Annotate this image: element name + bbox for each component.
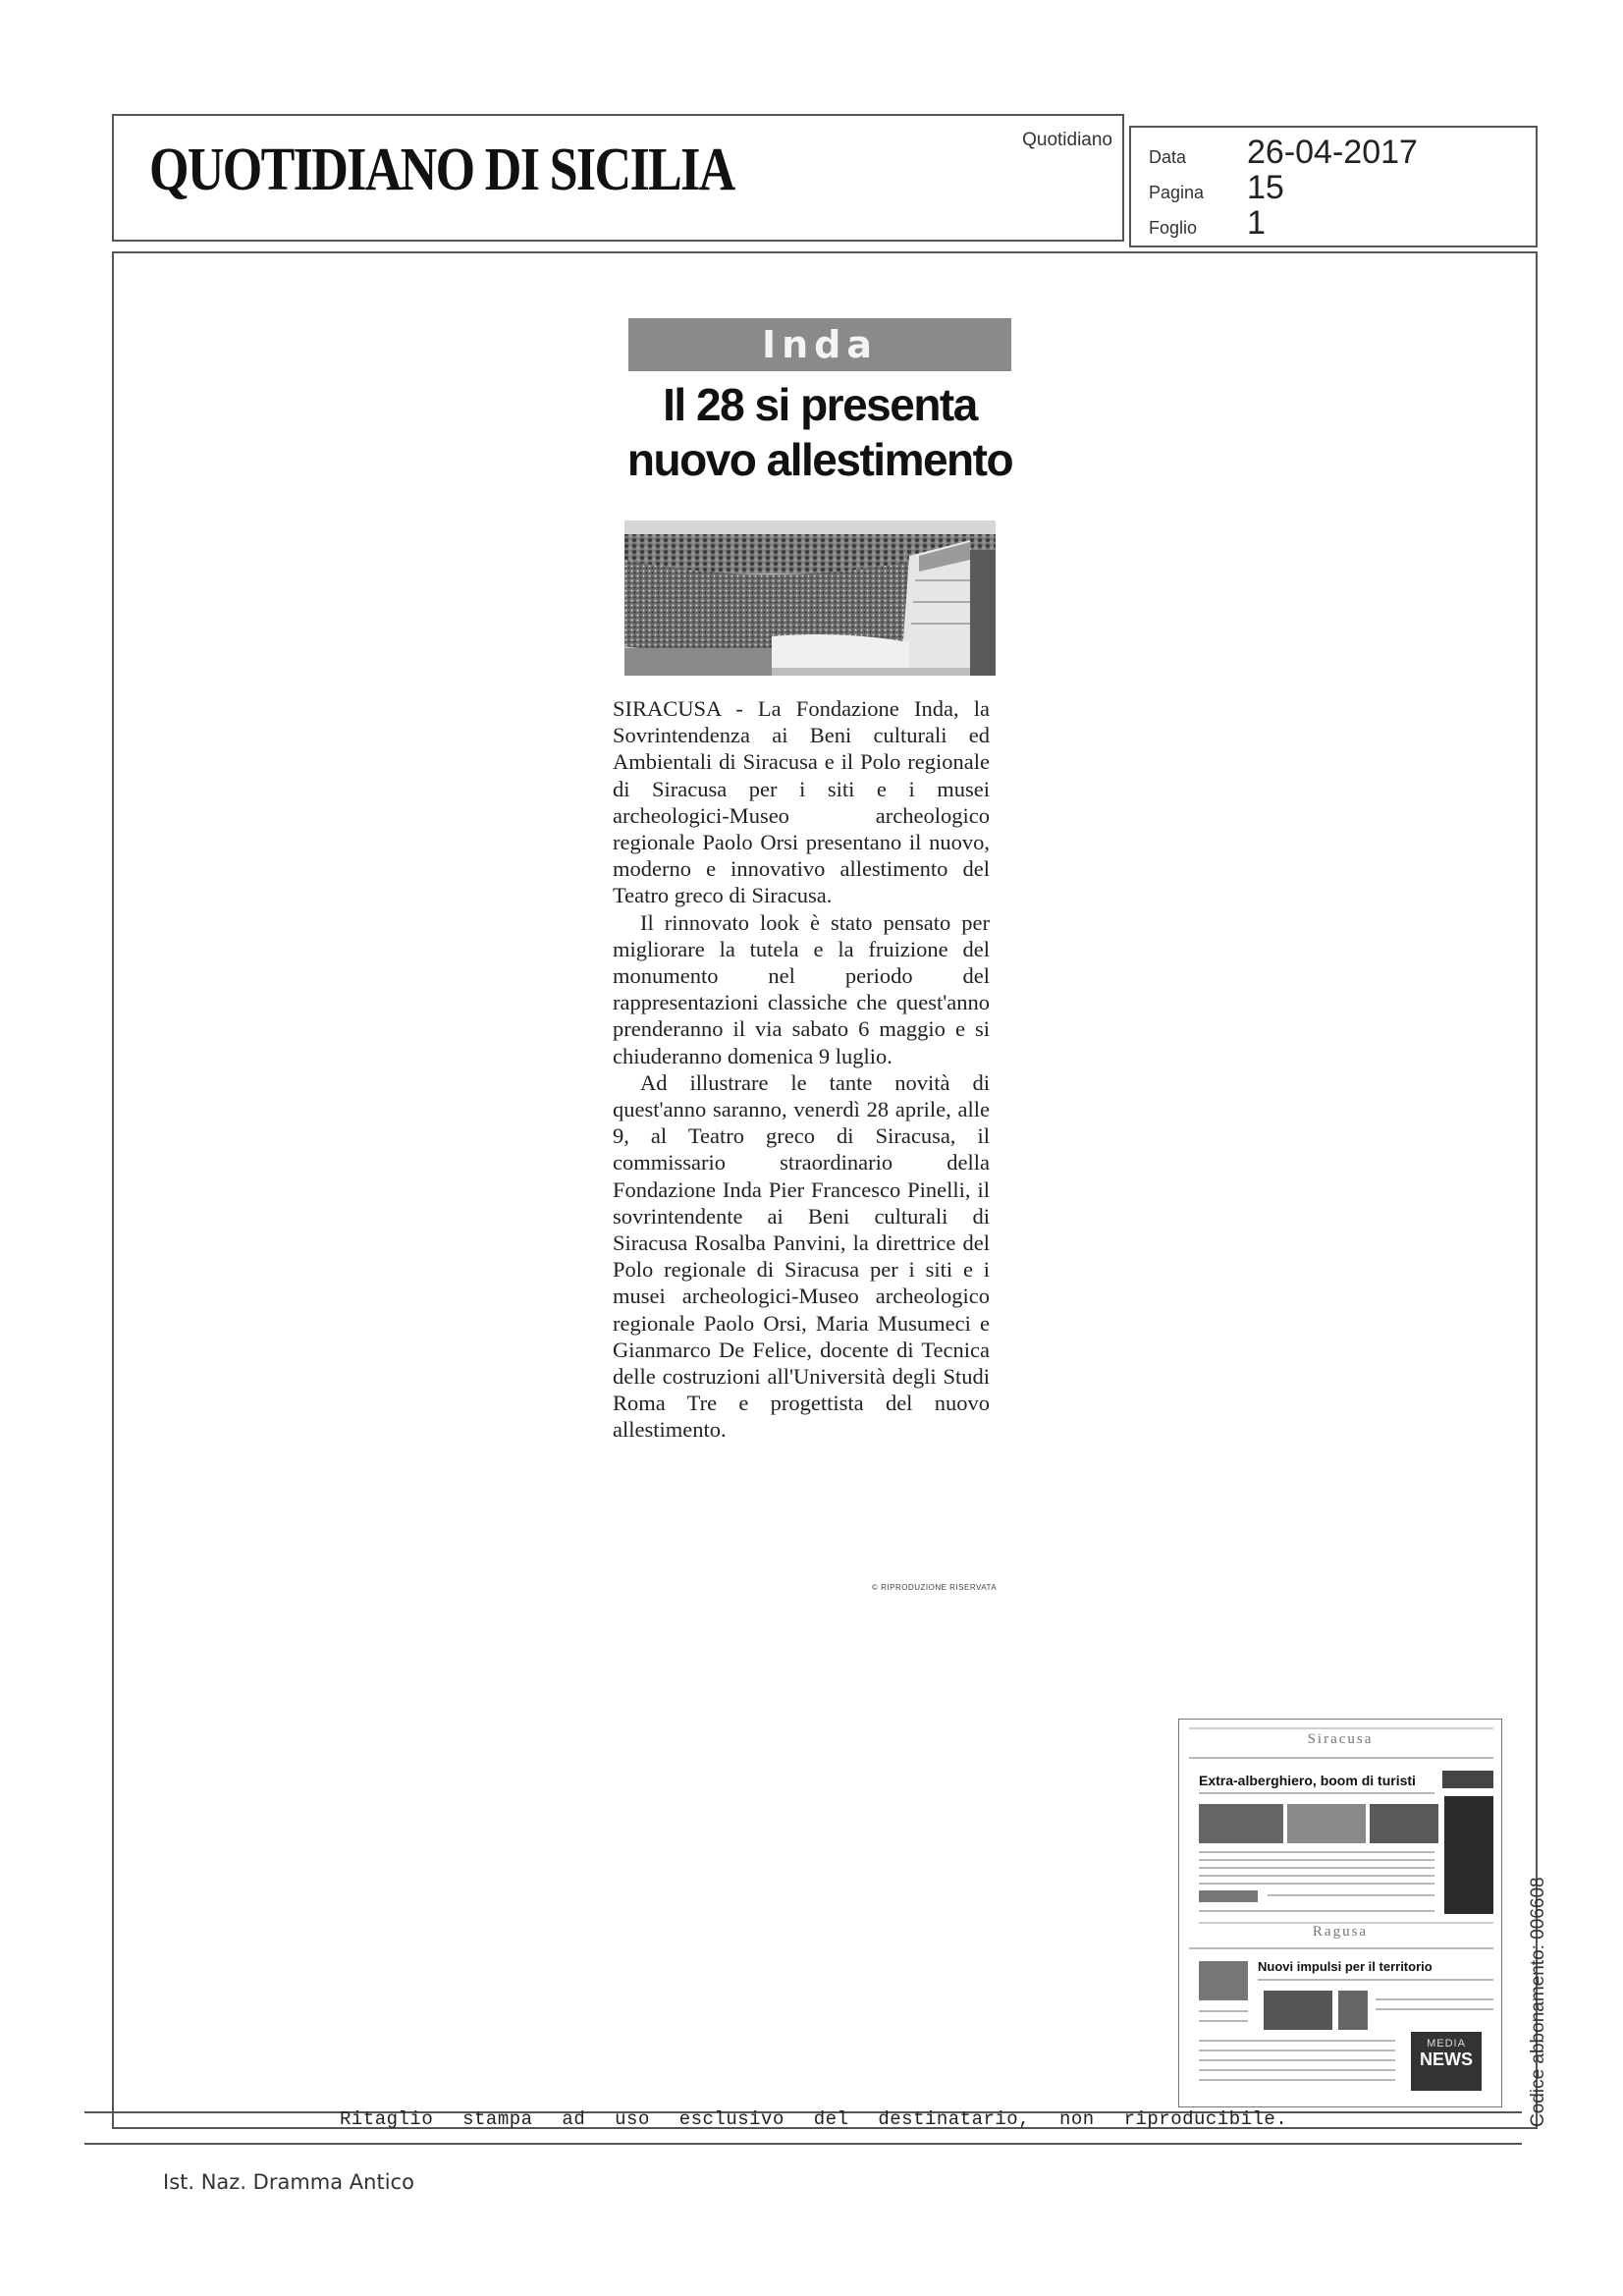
thumb-section-ragusa: Ragusa bbox=[1312, 1924, 1369, 1940]
thumb-photo bbox=[1199, 1961, 1248, 2000]
thumb-text bbox=[1199, 2040, 1395, 2042]
thumb-rule bbox=[1199, 1792, 1434, 1794]
meta-label-date: Data bbox=[1149, 147, 1187, 167]
article-paragraph-2: Il rinnovato look è stato pensato per migliorare la tutela e la fruizione del monumento nel periodo del rappresentazioni classiche che quest'anno prenderanno il via sabato 6 maggio e si chiuderanno domenica 9 luglio. bbox=[613, 909, 990, 1068]
article-body bbox=[613, 695, 990, 1444]
thumb-text bbox=[1258, 1979, 1493, 1981]
meta-box bbox=[1129, 126, 1538, 247]
thumb-photo bbox=[1370, 1804, 1438, 1843]
thumb-rule bbox=[1189, 1947, 1493, 1949]
thumb-photo bbox=[1444, 1796, 1493, 1914]
thumb-photo bbox=[1287, 1804, 1366, 1843]
thumb-text bbox=[1199, 2079, 1395, 2081]
thumb-text bbox=[1199, 1867, 1434, 1869]
thumb-photo bbox=[1264, 1991, 1332, 2030]
thumb-text bbox=[1199, 1883, 1434, 1885]
source-name: Ist. Naz. Dramma Antico bbox=[163, 2170, 414, 2194]
headline-line-1: Il 28 si presenta bbox=[663, 379, 977, 430]
thumb-section-siracusa: Siracusa bbox=[1307, 1731, 1374, 1747]
thumb-text bbox=[1376, 1998, 1493, 2000]
thumb-photo bbox=[1199, 1804, 1283, 1843]
thumb-block bbox=[1199, 1890, 1258, 1902]
thumb-text bbox=[1199, 1875, 1434, 1877]
thumb-text bbox=[1199, 2010, 1248, 2012]
meta-value-sheet: 1 bbox=[1247, 204, 1266, 242]
masthead-box bbox=[112, 114, 1124, 242]
thumb-text bbox=[1199, 2020, 1248, 2022]
thumb-rule bbox=[1189, 1727, 1493, 1729]
thumb-text bbox=[1199, 2059, 1395, 2061]
reproduction-disclaimer: Ritaglio stampa ad uso esclusivo del destinatario, non riproducibile. bbox=[340, 2108, 1288, 2130]
article-paragraph-1: SIRACUSA - La Fondazione Inda, la Sovrintendenza ai Beni culturali ed Ambientali di Siracusa e il Polo regionale di Siracusa per i siti e i musei archeologici-Museo archeologico regionale Paolo Orsi presentano il nuovo, moderno e innovativo allestimento del Teatro greco di Siracusa. bbox=[613, 696, 990, 908]
section-kicker: Inda bbox=[628, 318, 1011, 371]
meta-value-date: 26-04-2017 bbox=[1247, 134, 1418, 171]
theatre-photo bbox=[624, 520, 996, 676]
thumb-text bbox=[1199, 1910, 1434, 1912]
thumb-headline-siracusa: Extra-alberghiero, boom di turisti bbox=[1199, 1773, 1416, 1788]
thumb-text bbox=[1199, 1851, 1434, 1853]
thumb-headline-ragusa: Nuovi impulsi per il territorio bbox=[1258, 1959, 1433, 1974]
thumb-block bbox=[1442, 1771, 1493, 1788]
meta-label-sheet: Foglio bbox=[1149, 218, 1198, 238]
subscription-code: Codice abbonamento: 006608 bbox=[1528, 1877, 1548, 2127]
meta-row-date bbox=[1149, 134, 1418, 172]
thumb-text bbox=[1199, 2050, 1395, 2051]
thumb-text bbox=[1268, 1894, 1434, 1896]
meta-label-page: Pagina bbox=[1149, 183, 1205, 202]
logo-bottom-text: NEWS bbox=[1420, 2050, 1473, 2069]
page-thumbnail bbox=[1178, 1719, 1502, 2107]
logo-top-text: MEDIA bbox=[1427, 2038, 1466, 2050]
article-headline bbox=[609, 377, 1031, 487]
thumb-text bbox=[1376, 2008, 1493, 2010]
thumb-text bbox=[1199, 1859, 1434, 1861]
media-news-logo bbox=[1411, 2032, 1482, 2091]
newspaper-masthead: QUOTIDIANO DI SICILIA bbox=[149, 137, 734, 203]
meta-row-sheet bbox=[1149, 204, 1266, 243]
thumb-text bbox=[1199, 2069, 1395, 2071]
headline-line-2: nuovo allestimento bbox=[626, 434, 1013, 485]
greek-theatre-image bbox=[624, 520, 996, 676]
publication-type: Quotidiano bbox=[1022, 130, 1112, 150]
article-paragraph-3: Ad illustrare le tante novità di quest'anno saranno, venerdì 28 aprile, alle 9, al Teatro greco di Siracusa, il commissario straordinario della Fondazione Inda Pier Francesco Pinelli, il sovrintendente ai Beni culturali di Siracusa Rosalba Panvini, la direttrice del Polo regionale di Siracusa per i siti e i musei archeologici-Museo archeologico regionale Paolo Orsi, Maria Musumeci e Gianmarco De Felice, docente di Tecnica delle costruzioni all'Università degli Studi Roma Tre e progettista del nuovo allestimento. bbox=[613, 1069, 990, 1443]
thumb-photo bbox=[1338, 1991, 1368, 2030]
meta-value-page: 15 bbox=[1247, 169, 1284, 206]
thumb-rule bbox=[1189, 1757, 1493, 1759]
copyright-notice: © RIPRODUZIONE RISERVATA bbox=[872, 1583, 998, 1592]
meta-row-page bbox=[1149, 169, 1284, 207]
